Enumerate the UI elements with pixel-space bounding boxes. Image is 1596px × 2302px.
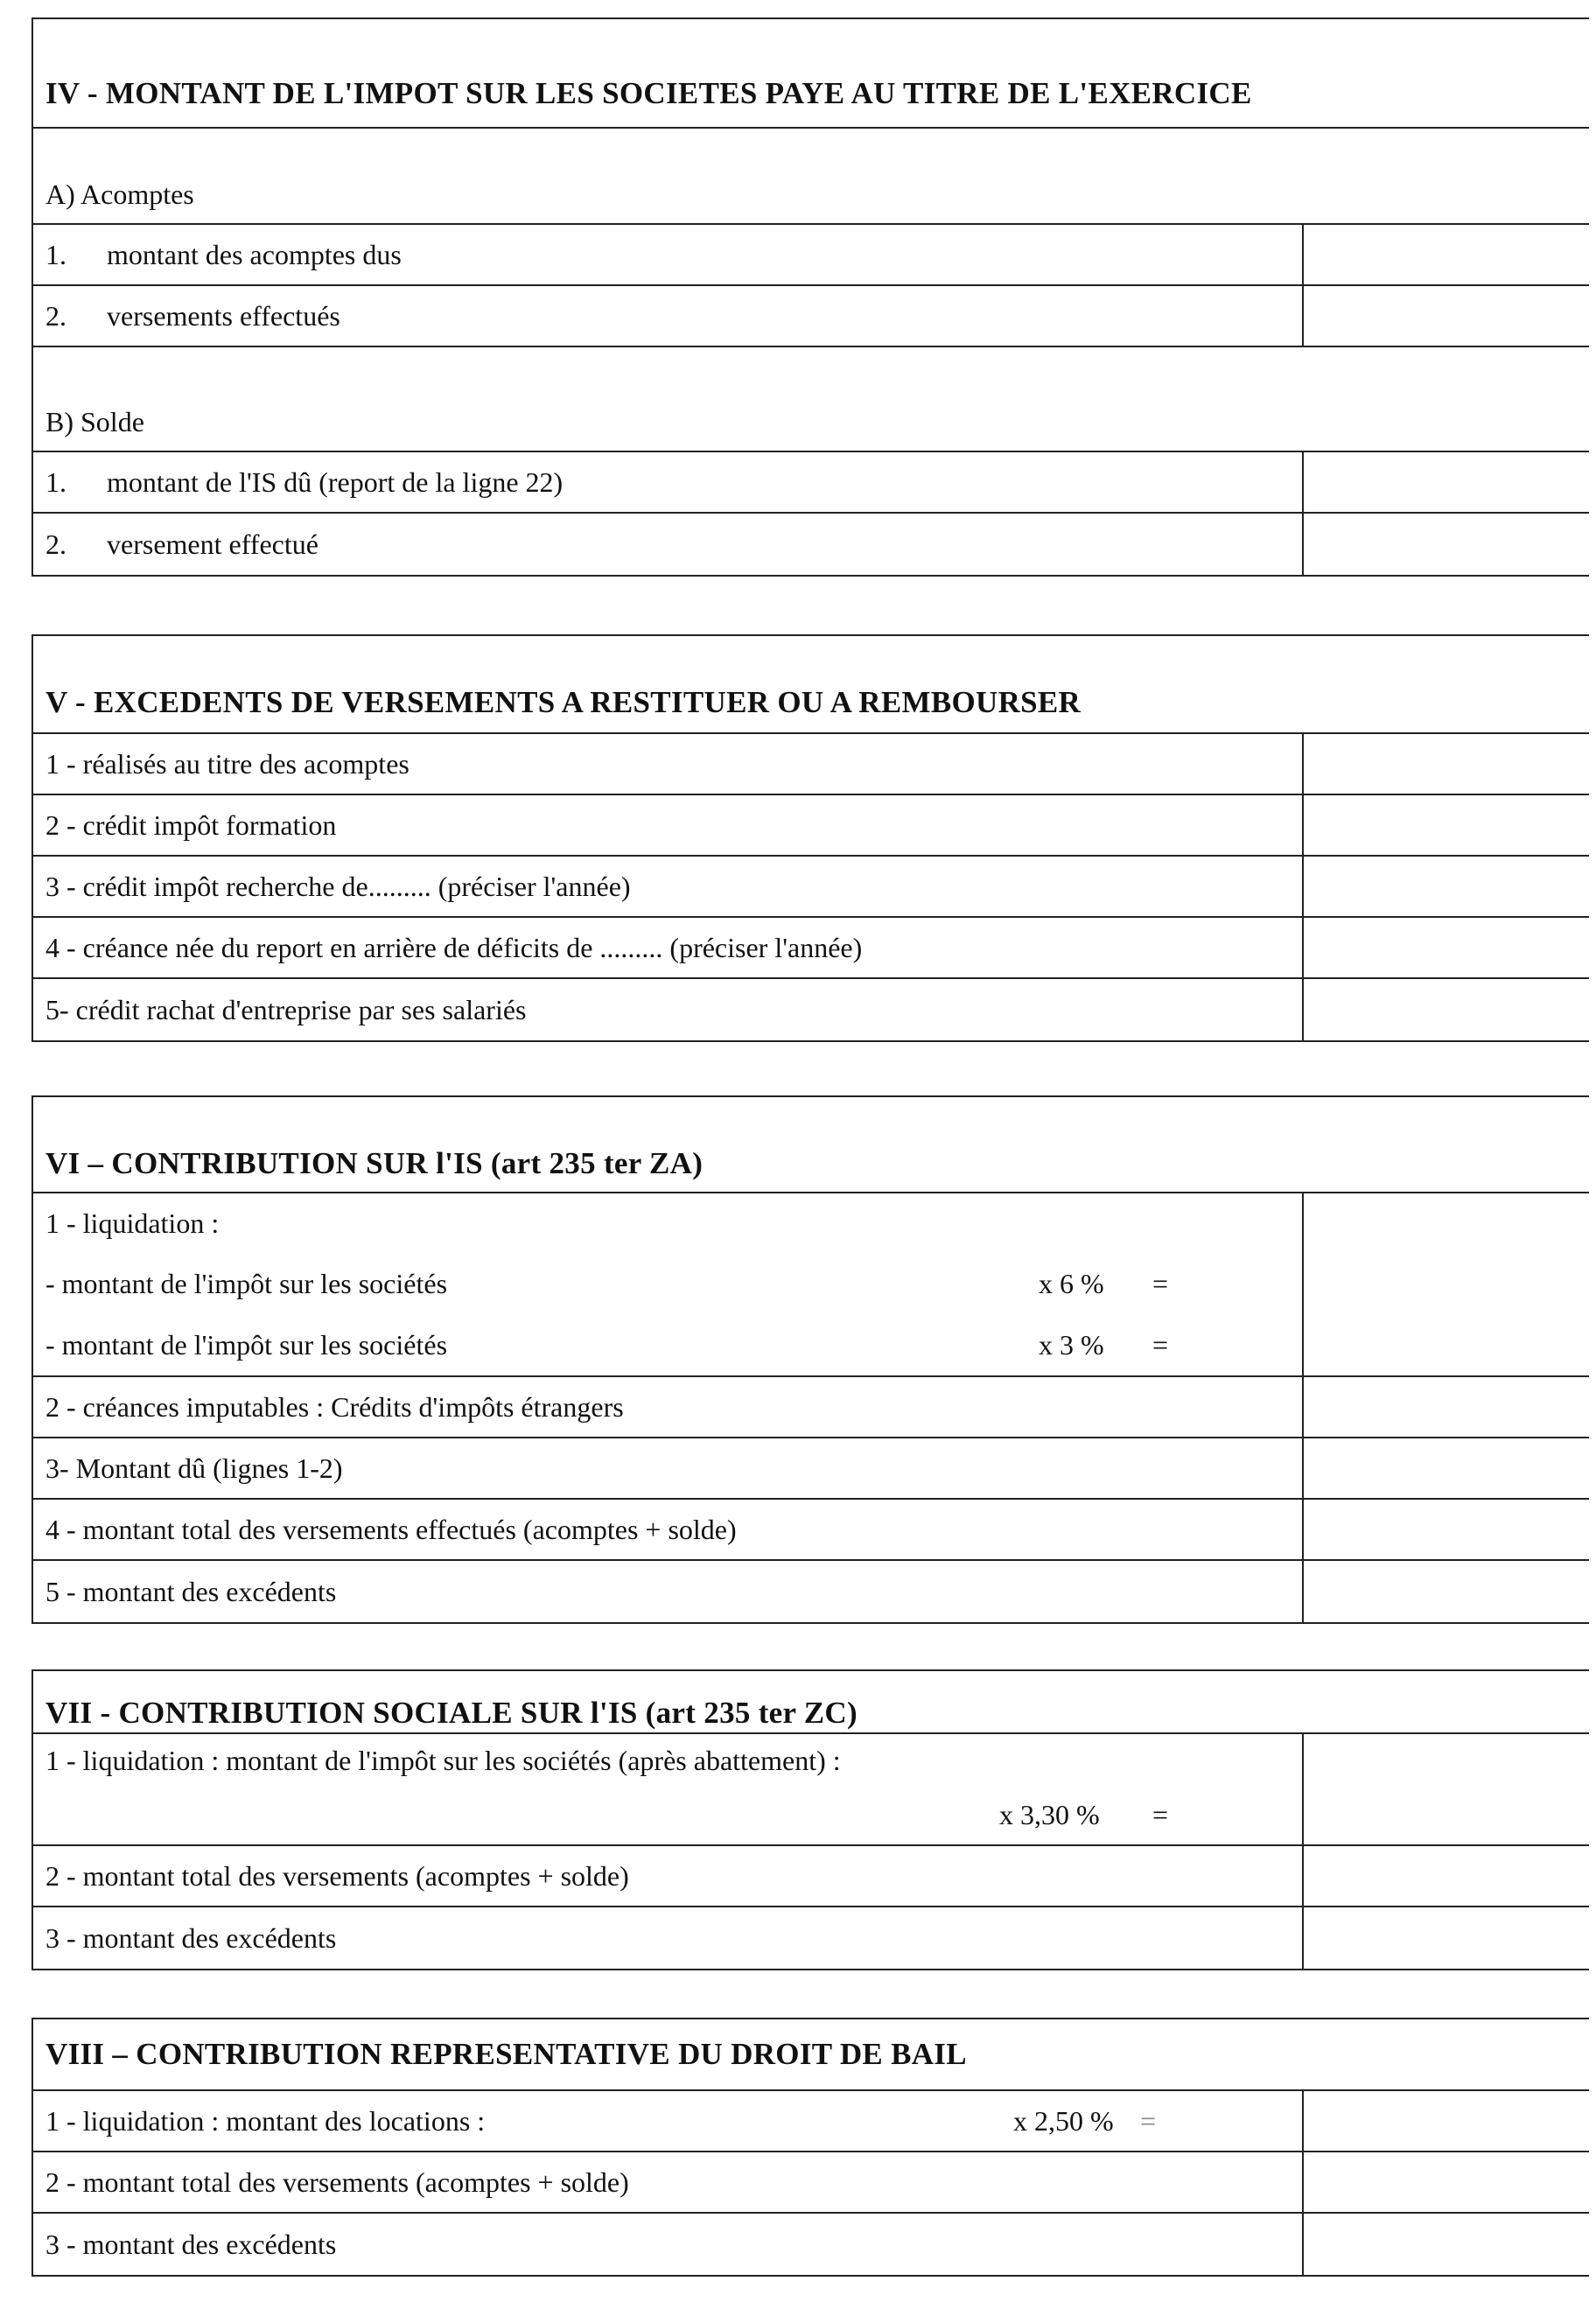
sociale-row-3 [33,1907,1589,1969]
section-vii [32,1669,1589,1970]
amount-cell[interactable] [1302,286,1589,346]
liquidation-line-2: - montant de l'impôt sur les sociétés x 3 % = [46,1328,1169,1361]
liquidation-rate-line [46,1799,1302,1834]
amount-cell[interactable] [1302,1377,1589,1437]
rate-3-30: x 3,30 % [999,1798,1100,1830]
row-label: versement effectué [107,528,318,560]
amount-cell[interactable] [1302,795,1589,855]
row-label: 3 - montant des excédents [46,1921,337,1954]
rate-3: x 3 % [1039,1328,1104,1361]
bail-row-3 [33,2214,1589,2275]
section-viii-title: VIII – CONTRIBUTION REPRESENTATIVE DU DROIT DE BAIL [33,2019,1589,2091]
solde-row-2: 2. versement effectué [33,514,1589,575]
amount-cell[interactable] [1302,734,1589,794]
row-label: montant des acomptes dus [107,238,402,270]
liquidation-label: 1 - liquidation : montant de l'impôt sur les sociétés (après abattement) : [46,1745,841,1777]
row-label: 5 - montant des excédents [46,1575,337,1607]
row-label: 3- Montant dû (lignes 1-2) [46,1452,343,1484]
equals-sign: = [1140,2104,1157,2137]
equals-sign: = [1152,1328,1169,1361]
liquidation-row [33,1193,1589,1377]
amount-cell[interactable] [1302,1907,1589,1969]
excedents-row-4 [33,918,1589,979]
amount-cell[interactable] [1302,1561,1589,1622]
amount-cell[interactable] [1302,2091,1589,2151]
amount-cell[interactable] [1302,514,1589,575]
acomptes-row-1: 1. montant des acomptes dus [33,225,1589,286]
amount-cell[interactable] [1302,225,1589,284]
acomptes-row-2: 2. versements effectués [33,286,1589,347]
sociale-row-2 [33,1846,1589,1907]
amount-cell[interactable] [1302,1846,1589,1906]
equals-sign: = [1152,1798,1169,1830]
amount-cell[interactable] [1302,452,1589,512]
solde-row-1: 1. montant de l'IS dû (report de la ligne 22) [33,452,1589,514]
bail-row-1 [33,2091,1589,2152]
row-label: 1 - liquidation : montant des locations : [46,2104,486,2137]
row-label: montant de l'IS dû (report de la ligne 22) [107,465,564,498]
section-vi-title: VI – CONTRIBUTION SUR l'IS (art 235 ter ZA) [33,1097,1589,1193]
liquidation-line-1: - montant de l'impôt sur les sociétés x 6 % = [46,1268,1169,1300]
row-label: 5- crédit rachat d'entreprise par ses salariés [46,993,527,1025]
amount-cell[interactable] [1302,1193,1589,1375]
liquidation-label: 1 - liquidation : [46,1207,220,1240]
amount-cell[interactable] [1302,1500,1589,1559]
bail-row-2 [33,2152,1589,2214]
row-label: 4 - créance née du report en arrière de déficits de ......... (préciser l'année) [46,931,863,963]
contribution-row-4 [33,1500,1589,1561]
row-label: 2 - créances imputables : Crédits d'impôts étrangers [46,1390,624,1423]
section-viii [32,2018,1589,2277]
section-v [32,634,1589,1042]
liquidation-row [33,1734,1589,1846]
row-label: 2 - montant total des versements (acomptes + solde) [46,2166,629,2198]
amount-cell[interactable] [1302,1734,1589,1844]
row-label: 3 - montant des excédents [46,2228,337,2260]
section-vi [32,1095,1589,1624]
solde-heading: B) Solde [33,347,1589,452]
excedents-row-1 [33,734,1589,795]
contribution-row-3 [33,1438,1589,1500]
amount-cell[interactable] [1302,918,1589,977]
amount-cell[interactable] [1302,2214,1589,2275]
row-label: 2 - montant total des versements (acomptes + solde) [46,1859,629,1892]
section-iv [32,17,1589,577]
row-label: 3 - crédit impôt recherche de......... (préciser l'année) [46,870,631,902]
excedents-row-3 [33,857,1589,918]
amount-cell[interactable] [1302,2152,1589,2212]
row-label: 2 - crédit impôt formation [46,808,337,841]
contribution-row-5 [33,1561,1589,1622]
section-vii-title: VII - CONTRIBUTION SOCIALE SUR l'IS (art 235 ter ZC) [33,1671,1589,1734]
excedents-row-2 [33,795,1589,857]
row-label: versements effectués [107,299,340,332]
acomptes-heading: A) Acomptes [33,129,1589,225]
section-iv-title: IV - MONTANT DE L'IMPOT SUR LES SOCIETES PAYE AU TITRE DE L'EXERCICE [33,19,1589,129]
contribution-row-2 [33,1377,1589,1438]
equals-sign: = [1152,1268,1169,1300]
amount-cell[interactable] [1302,979,1589,1040]
rate-6: x 6 % [1039,1268,1104,1300]
amount-cell[interactable] [1302,1438,1589,1498]
rate-2-50: x 2,50 % [1013,2104,1114,2137]
row-label: 4 - montant total des versements effectués (acomptes + solde) [46,1513,737,1545]
amount-cell[interactable] [1302,857,1589,916]
excedents-row-5 [33,979,1589,1040]
row-label: 1 - réalisés au titre des acomptes [46,747,410,780]
section-v-title: V - EXCEDENTS DE VERSEMENTS A RESTITUER OU A REMBOURSER [33,636,1589,734]
